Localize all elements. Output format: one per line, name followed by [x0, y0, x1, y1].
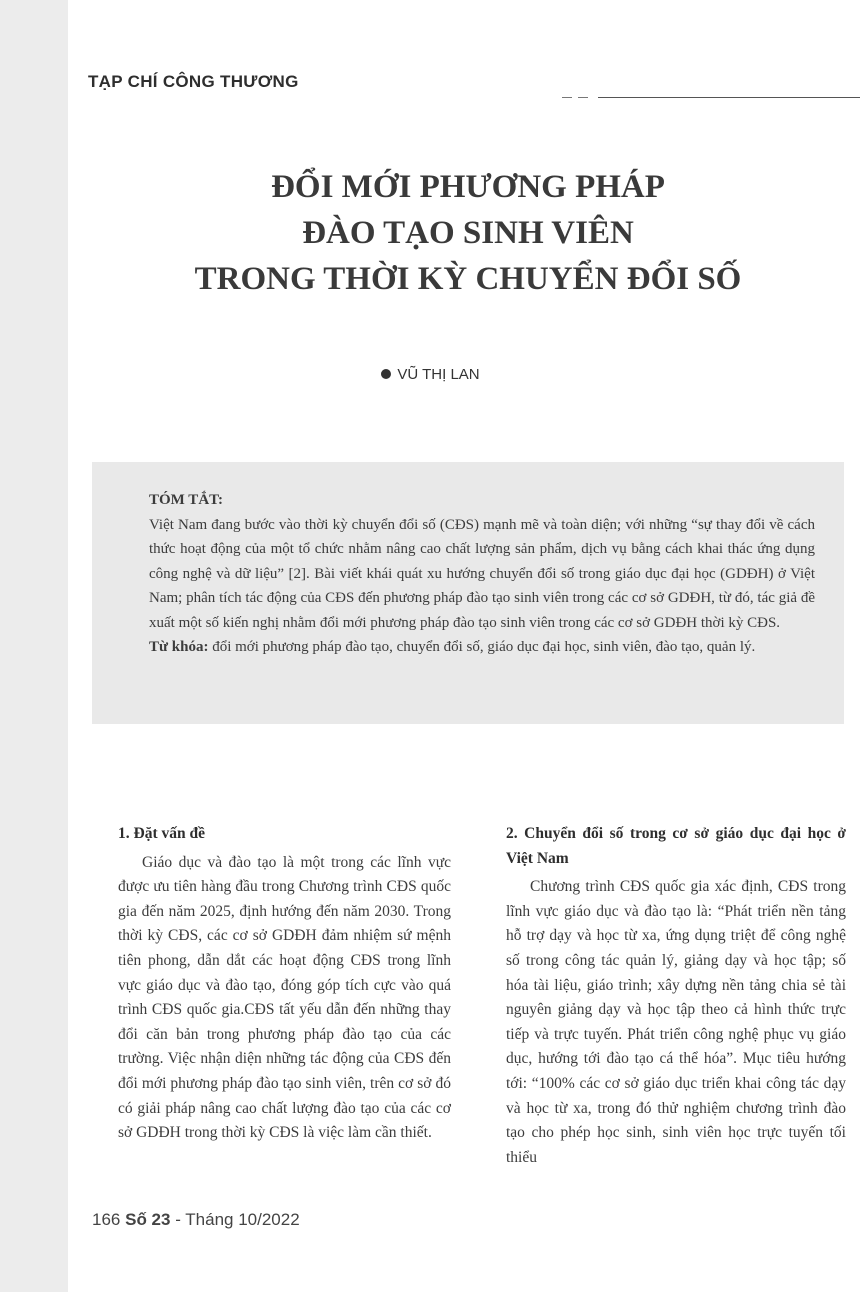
- left-column: [118, 822, 451, 1146]
- author-name: VŨ THỊ LAN: [397, 366, 480, 383]
- issue-date: Tháng 10/2022: [185, 1210, 300, 1229]
- bullet-icon: [381, 369, 391, 379]
- section-2-text: Chương trình CĐS quốc gia xác định, CĐS trong lĩnh vực giáo dục và đào tạo là: “Phát triển nền tảng hỗ trợ dạy và học từ xa, ứng dụng triệt để công nghệ số trong công tác quản lý, giảng dạy và học tập; số hóa tài liệu, giáo trình; xây dựng nền tảng chia sẻ tài nguyên giảng dạy và học tập theo cả hình thức trực tiếp và trực tuyến. Phát triển công nghệ phục vụ giáo dục, hướng tới đào tạo cá thể hóa”. Mục tiêu hướng tới: “100% các cơ sở giáo dục triển khai công tác dạy và học từ xa, trong đó thử nghiệm chương trình đào tạo cho phép học sinh, sinh viên học trực tuyến tối thiểu: [506, 878, 846, 1166]
- header-rule: [598, 97, 860, 98]
- journal-name: TẠP CHÍ CÔNG THƯƠNG: [88, 72, 299, 91]
- title-line: TRONG THỜI KỲ CHUYỂN ĐỔI SỐ: [194, 261, 742, 297]
- abstract-text: Việt Nam đang bước vào thời kỳ chuyển đổi số (CĐS) mạnh mẽ và toàn diện; với những “sự thay đổi về cách thức hoạt động của một tổ chức nhằm nâng cao chất lượng sản phẩm, dịch vụ bằng cách khai thác ứng dụng công nghệ và dữ liệu” [2]. Bài viết khái quát xu hướng chuyển đổi số trong giáo dục đại học (GDĐH) ở Việt Nam; phân tích tác động của CĐS đến phương pháp đào tạo sinh viên trong các cơ sở GDĐH, từ đó, tác giả đề xuất một số kiến nghị nhằm đổi mới phương pháp đào tạo sinh viên trong các cơ sở GDĐH thời kỳ CĐS.: [149, 516, 815, 631]
- page-number: 166: [92, 1210, 121, 1229]
- section-1-heading: 1. Đặt vấn đề: [118, 825, 205, 842]
- abstract-heading: TÓM TẮT:: [149, 492, 224, 508]
- title-line: ĐÀO TẠO SINH VIÊN: [302, 215, 634, 251]
- right-column: [506, 822, 846, 1170]
- section-2-heading: 2. Chuyển đổi số trong cơ sở giáo dục đại học ở Việt Nam: [506, 825, 846, 867]
- section-1-text: Giáo dục và đào tạo là một trong các lĩnh vực được ưu tiên hàng đầu trong Chương trình CĐS quốc gia đến năm 2025, định hướng đến năm 2030. Trong thời kỳ CĐS, các cơ sở GDĐH đảm nhiệm sứ mệnh tiên phong, dẫn dắt các hoạt động CĐS trong lĩnh vực giáo dục và đào tạo, đóng góp tích cực vào quá trình CĐS quốc gia.CĐS tất yếu dẫn đến những thay đổi căn bản trong phương pháp đào tạo của các trường. Việc nhận diện những tác động của CĐS đến đổi mới phương pháp đào tạo sinh viên, trên cơ sở đó có giải pháp nâng cao chất lượng đào tạo của các cơ sở GDĐH trong thời kỳ CĐS là việc làm cần thiết.: [118, 853, 451, 1142]
- page-margin-shade: [0, 0, 68, 1292]
- author-line: [0, 366, 861, 383]
- title-line: ĐỔI MỚI PHƯƠNG PHÁP: [271, 169, 665, 205]
- keywords-label: Từ khóa:: [149, 639, 209, 655]
- footer-separator: -: [170, 1210, 186, 1229]
- keywords: [149, 635, 815, 660]
- article-title: [80, 164, 856, 302]
- header-rule-fragment: [578, 97, 588, 98]
- keywords-text: đổi mới phương pháp đào tạo, chuyển đổi số, giáo dục đại học, sinh viên, đào tạo, quản lý.: [208, 639, 756, 655]
- abstract-box: [92, 462, 844, 724]
- page-footer: [92, 1210, 300, 1230]
- abstract-content: [149, 488, 815, 660]
- header-rule-fragment: [562, 97, 572, 98]
- issue-number: Số 23: [125, 1210, 171, 1229]
